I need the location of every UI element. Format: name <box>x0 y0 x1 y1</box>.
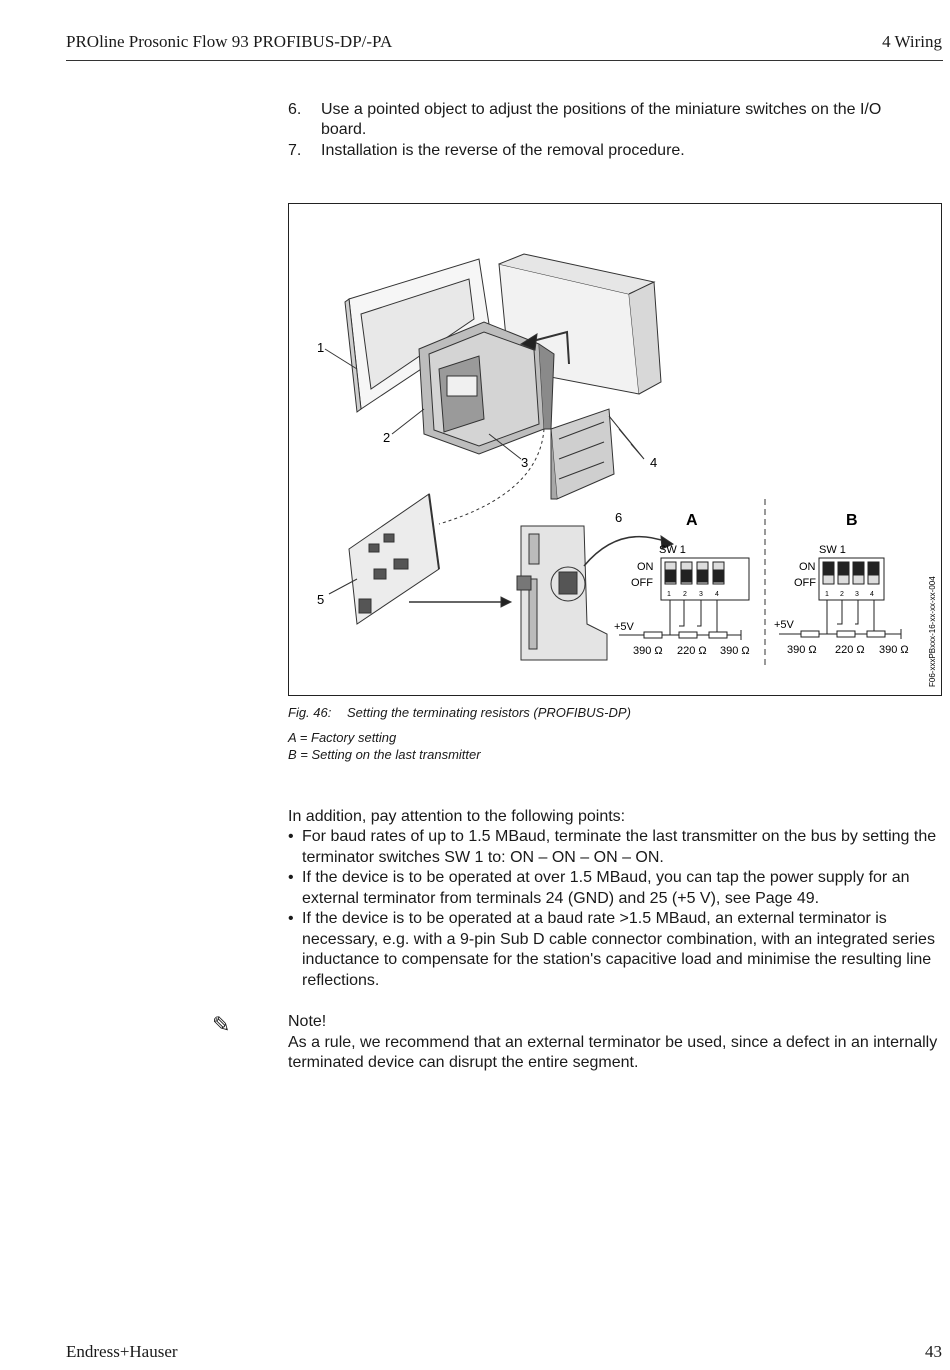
header-divider <box>66 60 943 61</box>
note-title: Note! <box>288 1013 327 1030</box>
panel-b-switch-num-1: 1 <box>825 591 829 598</box>
panel-b <box>774 512 909 656</box>
page-number: 43 <box>925 1342 942 1361</box>
panel-b-supply-label: +5V <box>774 619 794 631</box>
panel-b-switch-label: SW 1 <box>819 544 846 556</box>
panel-b-switch-num-3: 3 <box>855 591 859 598</box>
terminating-resistor-illustration <box>289 204 941 695</box>
callout-6: 6 <box>615 510 623 525</box>
running-header-title: PROline Prosonic Flow 93 PROFIBUS-DP/-PA <box>66 32 393 51</box>
step-text: Installation is the reverse of the removal procedure. <box>321 142 685 159</box>
list-item: • If the device is to be operated at over 1.5 MBaud, you can tap the power supply for an external terminator from terminals 24 (GND) and 25 (+5 V), see Page 49. <box>288 868 943 909</box>
callout-4: 4 <box>650 455 658 470</box>
list-item: • For baud rates of up to 1.5 MBaud, terminate the last transmitter on the bus by setting the terminator switches SW 1 to: ON – ON – ON – ON. <box>288 827 943 868</box>
panel-b-label: B <box>846 512 858 529</box>
callout-5: 5 <box>317 592 325 607</box>
note-block <box>288 1012 938 1074</box>
panel-a-switch-num-2: 2 <box>683 591 687 598</box>
io-board-drawing <box>349 494 439 624</box>
board-detail-drawing <box>517 526 607 660</box>
intro-paragraph: In addition, pay attention to the following points: <box>288 808 626 825</box>
caption-text: Setting the terminating resistors (PROFIBUS-DP) <box>346 705 631 720</box>
step-text: Use a pointed object to adjust the positions of the miniature switches on the I/O board. <box>321 101 882 138</box>
panel-a-switch-label: SW 1 <box>659 544 686 556</box>
panel-a <box>614 512 750 657</box>
step-number: 7. <box>288 142 302 159</box>
pencil-icon: ✎ <box>212 1012 231 1037</box>
legend-b: B = Setting on the last transmitter <box>288 747 481 762</box>
figure-code: F06-xxxPBxxx-16-xx-xx-xx-004 <box>928 576 937 687</box>
panel-a-on-label: ON <box>637 561 654 573</box>
panel-a-off-label: OFF <box>631 577 653 589</box>
panel-a-resistor-3: 390 Ω <box>720 645 750 657</box>
panel-a-resistor-2: 220 Ω <box>677 645 707 657</box>
callout-1: 1 <box>317 340 325 355</box>
list-item: • If the device is to be operated at a baud rate >1.5 MBaud, an external terminator is necessary, e.g. with a 9-pin Sub D cable connector combination, with an integrated series inductance to compensate for the station's capacitive load and minimise the resulting line reflections. <box>288 909 943 991</box>
points-list <box>288 827 943 991</box>
panel-a-supply-label: +5V <box>614 621 634 633</box>
footer-brand: Endress+Hauser <box>66 1342 178 1361</box>
figure-caption <box>288 705 631 720</box>
panel-b-resistor-2: 220 Ω <box>835 644 865 656</box>
panel-b-on-label: ON <box>799 561 816 573</box>
callout-2: 2 <box>383 430 391 445</box>
panel-a-resistor-1: 390 Ω <box>633 645 663 657</box>
note-text: As a rule, we recommend that an external terminator be used, since a defect in an internally terminated device can disrupt the entire segment. <box>288 1033 938 1071</box>
callout-3: 3 <box>521 455 529 470</box>
panel-b-resistor-1: 390 Ω <box>787 644 817 656</box>
legend-a: A = Factory setting <box>288 730 397 745</box>
panel-a-switch-num-1: 1 <box>667 591 671 598</box>
figure-frame <box>288 203 942 696</box>
step-number: 6. <box>288 101 302 118</box>
panel-b-off-label: OFF <box>794 577 816 589</box>
terminal-block-drawing <box>551 409 614 499</box>
panel-a-label: A <box>686 512 698 529</box>
running-header-section: 4 Wiring <box>882 32 942 51</box>
panel-b-switch-num-4: 4 <box>870 591 874 598</box>
caption-number: Fig. 46: <box>288 705 332 720</box>
panel-b-resistor-3: 390 Ω <box>879 644 909 656</box>
panel-a-switch-num-3: 3 <box>699 591 703 598</box>
panel-b-switch-num-2: 2 <box>840 591 844 598</box>
panel-a-switch-num-4: 4 <box>715 591 719 598</box>
